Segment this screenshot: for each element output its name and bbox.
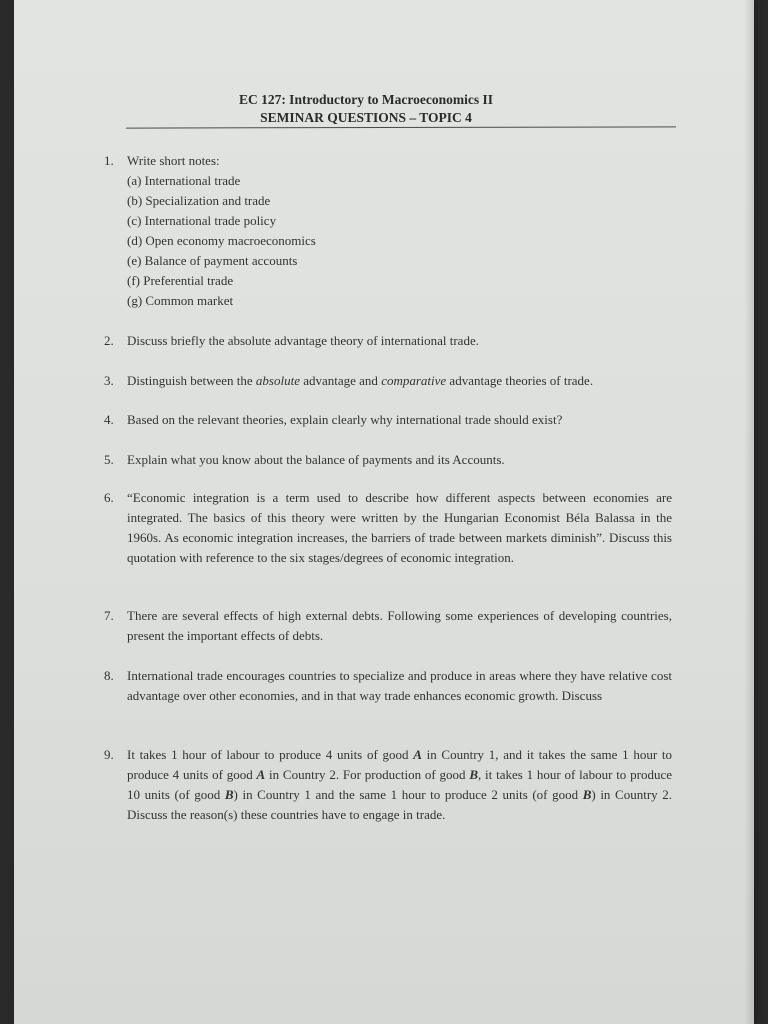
- text-segment: Distinguish between the: [127, 373, 256, 388]
- course-title: EC 127: Introductory to Macroeconomics II: [238, 92, 494, 107]
- text-segment: It takes 1 hour of labour to produce 4 units of good: [127, 747, 414, 762]
- question-9: [104, 745, 672, 825]
- list-item: (f) Preferential trade: [127, 273, 234, 288]
- question-text: [127, 745, 672, 825]
- text-segment: advantage and: [299, 373, 382, 388]
- question-number: 3.: [104, 373, 114, 388]
- question-text: Based on the relevant theories, explain clearly why international trade should exist?: [127, 412, 563, 427]
- text-segment: , it takes 1 hour of labour to produce 10 units (of good: [127, 767, 672, 802]
- list-item: (d) Open economy macroeconomics: [127, 233, 316, 248]
- question-number: 4.: [104, 412, 114, 427]
- question-text: “Economic integration is a term used to describe how different aspects between economies are integrated. The basics of this theory were written by the Hungarian Economist Béla Balassa in the 1960s. As economic integration increases, the barriers of trade between markets diminish”. Discuss this quotation with reference to the six stages/degrees of economic integration.: [127, 490, 672, 565]
- emphasis-absolute: absolute: [255, 373, 300, 388]
- emphasis-comparative: comparative: [381, 373, 447, 388]
- question-4: [104, 410, 672, 430]
- question-5: [104, 450, 672, 470]
- good-a-label: A: [256, 767, 266, 782]
- list-item: (b) Specialization and trade: [127, 193, 271, 208]
- question-7: [104, 606, 672, 646]
- paper-edge-shadow: [744, 0, 754, 1024]
- question-text: Explain what you know about the balance of payments and its Accounts.: [127, 452, 505, 467]
- question-1-items: [127, 171, 672, 311]
- good-b-label: B: [582, 787, 592, 802]
- text-segment: advantage theories of trade.: [446, 373, 594, 388]
- text-segment: ) in Country 1 and the same 1 hour to produce 2 units (of good: [233, 787, 583, 802]
- question-text: Discuss briefly the absolute advantage theory of international trade.: [127, 333, 479, 348]
- question-number: 1.: [104, 153, 114, 168]
- text-segment: in Country 1, and it takes the same 1 hour to produce 4 units of good: [127, 747, 672, 782]
- text-segment: ) in Country 2. Discuss the reason(s) these countries have to engage in trade.: [127, 787, 672, 822]
- question-number: 8.: [104, 668, 114, 683]
- question-number: 7.: [104, 608, 114, 623]
- list-item: (c) International trade policy: [127, 213, 277, 228]
- text-segment: in Country 2. For production of good: [265, 767, 470, 782]
- list-item: (e) Balance of payment accounts: [127, 253, 298, 268]
- question-text: There are several effects of high external debts. Following some experiences of developing countries, present the important effects of debts.: [127, 608, 672, 643]
- question-1: [104, 151, 672, 311]
- question-text: Write short notes:: [127, 153, 220, 168]
- question-number: 6.: [104, 490, 114, 505]
- list-item: (a) International trade: [127, 173, 241, 188]
- question-number: 5.: [104, 452, 114, 467]
- question-6: [104, 488, 672, 568]
- good-b-label: B: [469, 767, 478, 782]
- question-3: [104, 371, 672, 391]
- question-number: 9.: [104, 747, 114, 762]
- question-number: 2.: [104, 333, 114, 348]
- question-8: [104, 666, 672, 706]
- good-b-label: B: [224, 787, 234, 802]
- list-item: (g) Common market: [127, 293, 234, 308]
- good-a-label: A: [413, 747, 422, 762]
- question-text: [127, 371, 672, 391]
- question-text: International trade encourages countries to specialize and produce in areas where they have relative cost advantage over other economies, and in that way trade enhances economic growth. Discuss: [127, 668, 672, 703]
- document-subtitle: SEMINAR QUESTIONS – TOPIC 4: [260, 110, 472, 125]
- question-2: [104, 331, 672, 351]
